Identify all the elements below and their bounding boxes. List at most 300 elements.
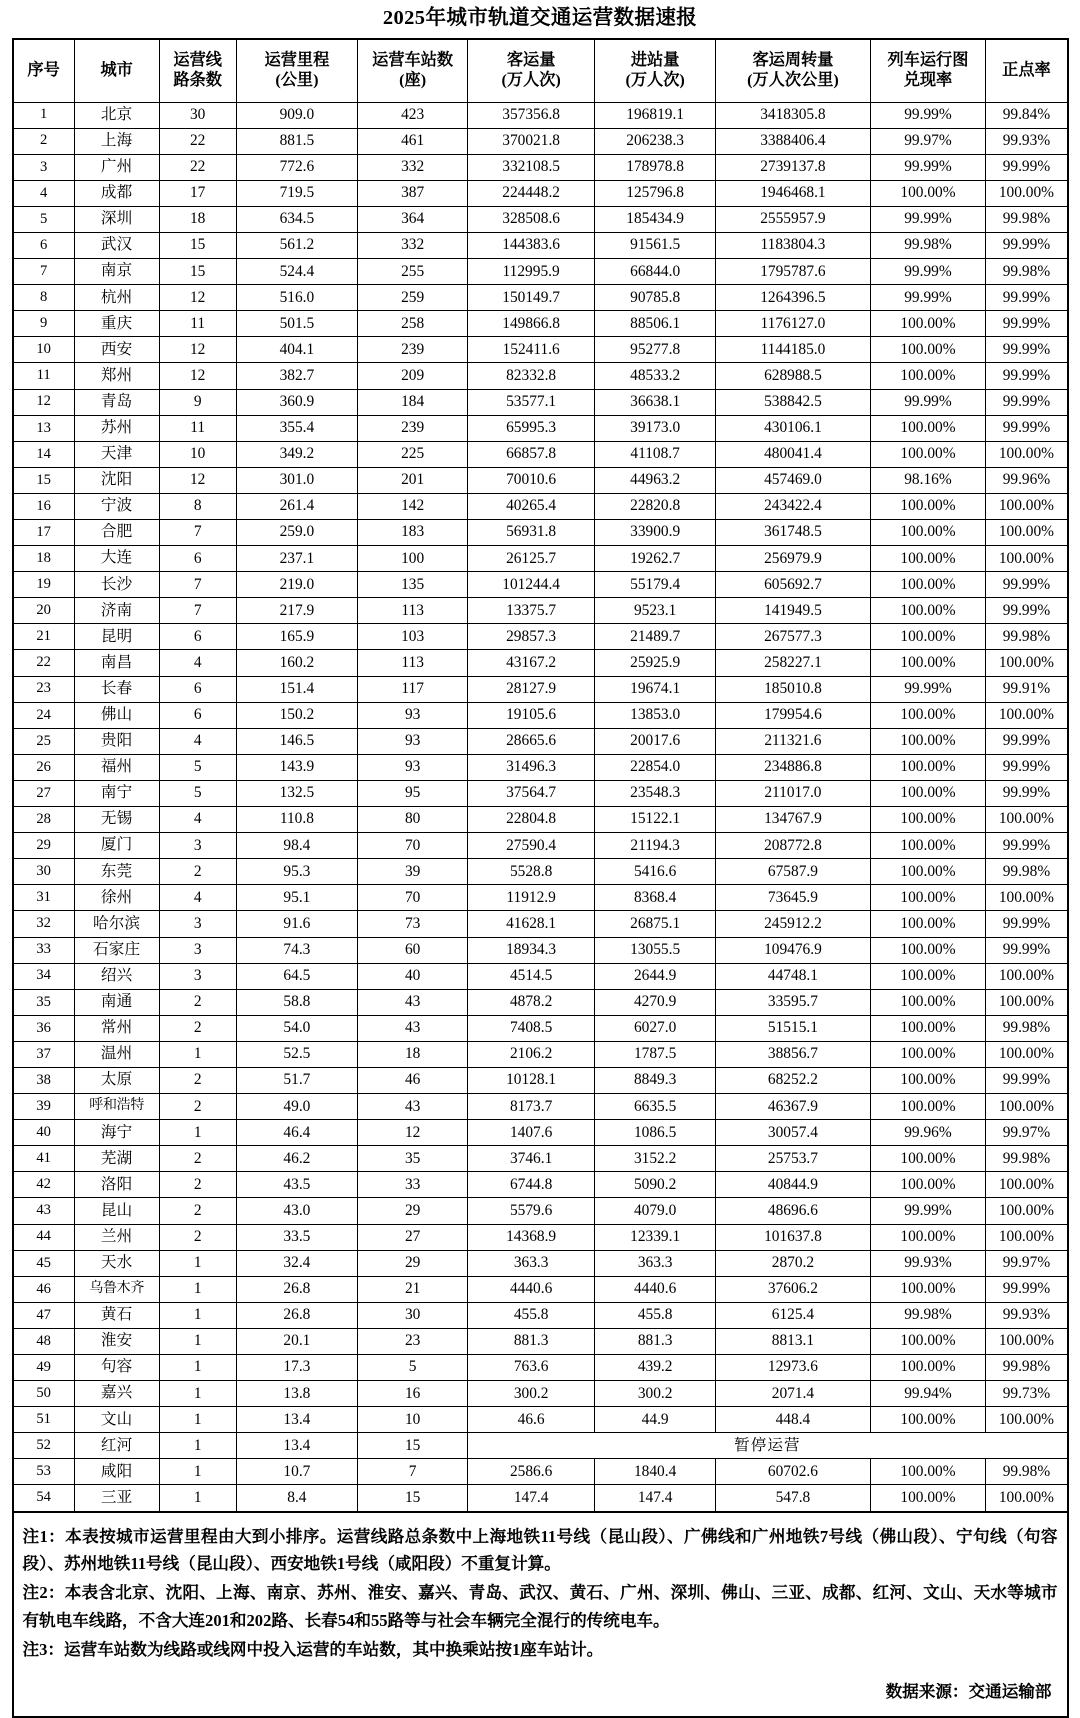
- cell-plan_rate: 100.00%: [870, 441, 986, 467]
- cell-entries: 22854.0: [595, 754, 716, 780]
- cell-passengers: 26125.7: [468, 546, 595, 572]
- column-header-line: 正点率: [1002, 60, 1051, 79]
- cell-stations: 43: [358, 989, 468, 1015]
- cell-stations: 15: [358, 1433, 468, 1459]
- cell-plan_rate: 100.00%: [870, 1407, 986, 1433]
- cell-entries: 41108.7: [595, 441, 716, 467]
- cell-city: 济南: [74, 598, 159, 624]
- table-header: [13, 39, 1068, 103]
- cell-plan_rate: 100.00%: [870, 963, 986, 989]
- cell-punctuality: 100.00%: [986, 1328, 1068, 1354]
- cell-city: 淮安: [74, 1328, 159, 1354]
- cell-entries: 1840.4: [595, 1459, 716, 1485]
- cell-passengers: 2586.6: [468, 1459, 595, 1485]
- column-header-line: 运营车站数: [372, 50, 454, 69]
- cell-passengers: 4440.6: [468, 1276, 595, 1302]
- cell-city: 苏州: [74, 415, 159, 441]
- cell-stations: 103: [358, 624, 468, 650]
- cell-idx: 42: [13, 1172, 75, 1198]
- cell-plan_rate: 99.94%: [870, 1381, 986, 1407]
- cell-stations: 12: [358, 1120, 468, 1146]
- cell-lines: 8: [159, 493, 236, 519]
- cell-stations: 255: [358, 259, 468, 285]
- cell-entries: 5090.2: [595, 1172, 716, 1198]
- cell-entries: 196819.1: [595, 102, 716, 128]
- cell-passengers: 5579.6: [468, 1198, 595, 1224]
- cell-city: 成都: [74, 180, 159, 206]
- column-header-4: [358, 39, 468, 103]
- table-row: [13, 885, 1068, 911]
- cell-passengers: 4878.2: [468, 989, 595, 1015]
- cell-turnover: 2739137.8: [716, 154, 870, 180]
- cell-km: 13.4: [236, 1407, 357, 1433]
- cell-passengers: 370021.8: [468, 128, 595, 154]
- cell-idx: 5: [13, 206, 75, 232]
- notes-section: [12, 1513, 1069, 1718]
- cell-passengers: 332108.5: [468, 154, 595, 180]
- table-row: [13, 128, 1068, 154]
- cell-entries: 3152.2: [595, 1146, 716, 1172]
- cell-lines: 15: [159, 232, 236, 258]
- cell-lines: 6: [159, 546, 236, 572]
- cell-turnover: 258227.1: [716, 650, 870, 676]
- table-row: [13, 206, 1068, 232]
- table-row: [13, 676, 1068, 702]
- cell-stations: 332: [358, 154, 468, 180]
- cell-turnover: 480041.4: [716, 441, 870, 467]
- cell-city: 红河: [74, 1433, 159, 1459]
- cell-suspended-notice: 暂停运营: [468, 1433, 1068, 1459]
- cell-turnover: 430106.1: [716, 415, 870, 441]
- cell-lines: 10: [159, 441, 236, 467]
- cell-punctuality: 99.84%: [986, 102, 1068, 128]
- cell-punctuality: 99.99%: [986, 780, 1068, 806]
- cell-city: 昆山: [74, 1198, 159, 1224]
- table-row: [13, 493, 1068, 519]
- cell-idx: 48: [13, 1328, 75, 1354]
- cell-passengers: 224448.2: [468, 180, 595, 206]
- cell-idx: 4: [13, 180, 75, 206]
- table-row: [13, 1355, 1068, 1381]
- cell-lines: 3: [159, 963, 236, 989]
- cell-stations: 258: [358, 311, 468, 337]
- table-row: [13, 1094, 1068, 1120]
- cell-entries: 4270.9: [595, 989, 716, 1015]
- cell-punctuality: 99.99%: [986, 911, 1068, 937]
- cell-passengers: 19105.6: [468, 702, 595, 728]
- cell-turnover: 211017.0: [716, 780, 870, 806]
- cell-city: 宁波: [74, 493, 159, 519]
- cell-plan_rate: 100.00%: [870, 1172, 986, 1198]
- cell-passengers: 66857.8: [468, 441, 595, 467]
- cell-km: 561.2: [236, 232, 357, 258]
- cell-entries: 8368.4: [595, 885, 716, 911]
- cell-idx: 16: [13, 493, 75, 519]
- cell-idx: 49: [13, 1355, 75, 1381]
- cell-punctuality: 99.99%: [986, 363, 1068, 389]
- cell-punctuality: 99.99%: [986, 311, 1068, 337]
- cell-lines: 2: [159, 1146, 236, 1172]
- cell-entries: 147.4: [595, 1485, 716, 1512]
- cell-city: 芜湖: [74, 1146, 159, 1172]
- cell-idx: 45: [13, 1250, 75, 1276]
- cell-lines: 1: [159, 1328, 236, 1354]
- cell-turnover: 211321.6: [716, 728, 870, 754]
- cell-stations: 184: [358, 389, 468, 415]
- cell-plan_rate: 99.99%: [870, 102, 986, 128]
- cell-plan_rate: 100.00%: [870, 337, 986, 363]
- cell-plan_rate: 100.00%: [870, 363, 986, 389]
- cell-plan_rate: 100.00%: [870, 885, 986, 911]
- cell-stations: 39: [358, 859, 468, 885]
- cell-passengers: 43167.2: [468, 650, 595, 676]
- cell-idx: 18: [13, 546, 75, 572]
- cell-entries: 439.2: [595, 1355, 716, 1381]
- cell-passengers: 147.4: [468, 1485, 595, 1512]
- cell-turnover: 6125.4: [716, 1302, 870, 1328]
- cell-punctuality: 100.00%: [986, 1041, 1068, 1067]
- cell-idx: 9: [13, 311, 75, 337]
- cell-idx: 44: [13, 1224, 75, 1250]
- table-row: [13, 1198, 1068, 1224]
- cell-city: 北京: [74, 102, 159, 128]
- cell-idx: 20: [13, 598, 75, 624]
- cell-idx: 23: [13, 676, 75, 702]
- cell-plan_rate: 100.00%: [870, 833, 986, 859]
- cell-stations: 95: [358, 780, 468, 806]
- cell-turnover: 245912.2: [716, 911, 870, 937]
- cell-punctuality: 99.97%: [986, 1250, 1068, 1276]
- cell-entries: 300.2: [595, 1381, 716, 1407]
- cell-plan_rate: 99.98%: [870, 232, 986, 258]
- cell-stations: 35: [358, 1146, 468, 1172]
- cell-turnover: 101637.8: [716, 1224, 870, 1250]
- cell-plan_rate: 100.00%: [870, 754, 986, 780]
- cell-punctuality: 100.00%: [986, 493, 1068, 519]
- column-header-line: 运营线: [173, 50, 222, 69]
- cell-entries: 48533.2: [595, 363, 716, 389]
- cell-turnover: 234886.8: [716, 754, 870, 780]
- cell-km: 46.2: [236, 1146, 357, 1172]
- cell-entries: 9523.1: [595, 598, 716, 624]
- cell-km: 51.7: [236, 1067, 357, 1093]
- cell-turnover: 1144185.0: [716, 337, 870, 363]
- cell-entries: 91561.5: [595, 232, 716, 258]
- cell-turnover: 134767.9: [716, 807, 870, 833]
- cell-city: 南京: [74, 259, 159, 285]
- cell-km: 143.9: [236, 754, 357, 780]
- cell-lines: 30: [159, 102, 236, 128]
- cell-stations: 113: [358, 650, 468, 676]
- cell-punctuality: 99.98%: [986, 1015, 1068, 1041]
- cell-plan_rate: 100.00%: [870, 493, 986, 519]
- cell-km: 909.0: [236, 102, 357, 128]
- cell-stations: 60: [358, 937, 468, 963]
- cell-city: 南通: [74, 989, 159, 1015]
- cell-passengers: 144383.6: [468, 232, 595, 258]
- cell-lines: 6: [159, 702, 236, 728]
- cell-passengers: 37564.7: [468, 780, 595, 806]
- cell-turnover: 256979.9: [716, 546, 870, 572]
- cell-city: 天水: [74, 1250, 159, 1276]
- cell-entries: 90785.8: [595, 285, 716, 311]
- cell-idx: 32: [13, 911, 75, 937]
- cell-km: 524.4: [236, 259, 357, 285]
- cell-city: 郑州: [74, 363, 159, 389]
- cell-plan_rate: 100.00%: [870, 1276, 986, 1302]
- cell-stations: 239: [358, 415, 468, 441]
- cell-passengers: 6744.8: [468, 1172, 595, 1198]
- cell-city: 咸阳: [74, 1459, 159, 1485]
- cell-punctuality: 99.98%: [986, 624, 1068, 650]
- cell-city: 广州: [74, 154, 159, 180]
- cell-city: 三亚: [74, 1485, 159, 1512]
- cell-city: 句容: [74, 1355, 159, 1381]
- table-row: [13, 572, 1068, 598]
- cell-plan_rate: 99.93%: [870, 1250, 986, 1276]
- cell-stations: 80: [358, 807, 468, 833]
- cell-stations: 18: [358, 1041, 468, 1067]
- cell-entries: 19674.1: [595, 676, 716, 702]
- cell-idx: 35: [13, 989, 75, 1015]
- table-row: [13, 1250, 1068, 1276]
- cell-entries: 33900.9: [595, 520, 716, 546]
- cell-plan_rate: 99.99%: [870, 259, 986, 285]
- cell-city: 石家庄: [74, 937, 159, 963]
- cell-city: 文山: [74, 1407, 159, 1433]
- cell-punctuality: 100.00%: [986, 546, 1068, 572]
- cell-entries: 206238.3: [595, 128, 716, 154]
- cell-turnover: 37606.2: [716, 1276, 870, 1302]
- cell-stations: 73: [358, 911, 468, 937]
- cell-idx: 19: [13, 572, 75, 598]
- cell-punctuality: 99.93%: [986, 1302, 1068, 1328]
- cell-city: 长春: [74, 676, 159, 702]
- cell-punctuality: 99.93%: [986, 128, 1068, 154]
- cell-stations: 209: [358, 363, 468, 389]
- cell-entries: 6027.0: [595, 1015, 716, 1041]
- cell-idx: 34: [13, 963, 75, 989]
- cell-km: 146.5: [236, 728, 357, 754]
- cell-km: 49.0: [236, 1094, 357, 1120]
- cell-lines: 2: [159, 1094, 236, 1120]
- cell-idx: 52: [13, 1433, 75, 1459]
- table-row: [13, 389, 1068, 415]
- cell-plan_rate: 100.00%: [870, 311, 986, 337]
- cell-plan_rate: 99.99%: [870, 676, 986, 702]
- cell-lines: 1: [159, 1407, 236, 1433]
- cell-idx: 8: [13, 285, 75, 311]
- cell-lines: 3: [159, 833, 236, 859]
- cell-plan_rate: 99.97%: [870, 128, 986, 154]
- cell-km: 43.0: [236, 1198, 357, 1224]
- cell-plan_rate: 99.98%: [870, 1302, 986, 1328]
- cell-city: 贵阳: [74, 728, 159, 754]
- column-header-line: 路条数: [173, 70, 222, 89]
- cell-lines: 1: [159, 1302, 236, 1328]
- cell-plan_rate: 100.00%: [870, 1094, 986, 1120]
- cell-plan_rate: 100.00%: [870, 859, 986, 885]
- cell-stations: 27: [358, 1224, 468, 1250]
- cell-punctuality: 100.00%: [986, 1094, 1068, 1120]
- cell-turnover: 141949.5: [716, 598, 870, 624]
- cell-lines: 2: [159, 1172, 236, 1198]
- cell-entries: 95277.8: [595, 337, 716, 363]
- cell-passengers: 7408.5: [468, 1015, 595, 1041]
- cell-lines: 4: [159, 728, 236, 754]
- cell-turnover: 448.4: [716, 1407, 870, 1433]
- cell-lines: 2: [159, 989, 236, 1015]
- cell-idx: 17: [13, 520, 75, 546]
- cell-stations: 43: [358, 1094, 468, 1120]
- cell-idx: 22: [13, 650, 75, 676]
- cell-passengers: 56931.8: [468, 520, 595, 546]
- cell-city: 嘉兴: [74, 1381, 159, 1407]
- cell-passengers: 300.2: [468, 1381, 595, 1407]
- cell-km: 32.4: [236, 1250, 357, 1276]
- table-row: [13, 859, 1068, 885]
- cell-punctuality: 99.98%: [986, 206, 1068, 232]
- cell-km: 95.3: [236, 859, 357, 885]
- cell-stations: 29: [358, 1250, 468, 1276]
- cell-lines: 1: [159, 1433, 236, 1459]
- cell-lines: 12: [159, 467, 236, 493]
- cell-idx: 30: [13, 859, 75, 885]
- cell-idx: 43: [13, 1198, 75, 1224]
- table-row: [13, 1146, 1068, 1172]
- cell-entries: 20017.6: [595, 728, 716, 754]
- cell-km: 43.5: [236, 1172, 357, 1198]
- cell-km: 132.5: [236, 780, 357, 806]
- cell-entries: 1086.5: [595, 1120, 716, 1146]
- cell-entries: 2644.9: [595, 963, 716, 989]
- cell-punctuality: 100.00%: [986, 650, 1068, 676]
- cell-km: 58.8: [236, 989, 357, 1015]
- cell-plan_rate: 100.00%: [870, 1485, 986, 1512]
- cell-plan_rate: 100.00%: [870, 650, 986, 676]
- table-row: [13, 180, 1068, 206]
- cell-punctuality: 99.98%: [986, 1459, 1068, 1485]
- table-row: [13, 285, 1068, 311]
- cell-lines: 1: [159, 1250, 236, 1276]
- cell-turnover: 1946468.1: [716, 180, 870, 206]
- cell-city: 杭州: [74, 285, 159, 311]
- cell-entries: 4440.6: [595, 1276, 716, 1302]
- cell-city: 大连: [74, 546, 159, 572]
- cell-km: 772.6: [236, 154, 357, 180]
- column-header-9: [986, 39, 1068, 103]
- cell-passengers: 455.8: [468, 1302, 595, 1328]
- cell-idx: 36: [13, 1015, 75, 1041]
- metro-operations-table: [12, 38, 1069, 1513]
- cell-idx: 14: [13, 441, 75, 467]
- cell-entries: 881.3: [595, 1328, 716, 1354]
- cell-lines: 12: [159, 285, 236, 311]
- table-body: [13, 102, 1068, 1512]
- cell-city: 海宁: [74, 1120, 159, 1146]
- cell-turnover: 605692.7: [716, 572, 870, 598]
- cell-punctuality: 100.00%: [986, 807, 1068, 833]
- cell-plan_rate: 100.00%: [870, 572, 986, 598]
- cell-km: 259.0: [236, 520, 357, 546]
- cell-punctuality: 99.99%: [986, 337, 1068, 363]
- cell-lines: 18: [159, 206, 236, 232]
- cell-stations: 201: [358, 467, 468, 493]
- cell-stations: 93: [358, 754, 468, 780]
- cell-lines: 1: [159, 1041, 236, 1067]
- cell-lines: 1: [159, 1120, 236, 1146]
- cell-city: 徐州: [74, 885, 159, 911]
- table-row: [13, 989, 1068, 1015]
- cell-passengers: 13375.7: [468, 598, 595, 624]
- cell-punctuality: 99.99%: [986, 598, 1068, 624]
- cell-stations: 225: [358, 441, 468, 467]
- table-row: [13, 232, 1068, 258]
- cell-passengers: 881.3: [468, 1328, 595, 1354]
- cell-punctuality: 99.99%: [986, 389, 1068, 415]
- cell-punctuality: 99.91%: [986, 676, 1068, 702]
- cell-turnover: 38856.7: [716, 1041, 870, 1067]
- cell-km: 355.4: [236, 415, 357, 441]
- cell-passengers: 101244.4: [468, 572, 595, 598]
- cell-km: 91.6: [236, 911, 357, 937]
- cell-lines: 7: [159, 598, 236, 624]
- cell-lines: 7: [159, 520, 236, 546]
- cell-punctuality: 99.73%: [986, 1381, 1068, 1407]
- cell-turnover: 25753.7: [716, 1146, 870, 1172]
- cell-passengers: 11912.9: [468, 885, 595, 911]
- cell-lines: 2: [159, 1015, 236, 1041]
- table-row: [13, 311, 1068, 337]
- table-row: [13, 598, 1068, 624]
- cell-plan_rate: 100.00%: [870, 937, 986, 963]
- cell-lines: 2: [159, 859, 236, 885]
- cell-km: 54.0: [236, 1015, 357, 1041]
- cell-plan_rate: 99.99%: [870, 154, 986, 180]
- cell-entries: 36638.1: [595, 389, 716, 415]
- cell-entries: 1787.5: [595, 1041, 716, 1067]
- cell-turnover: 1795787.6: [716, 259, 870, 285]
- table-row: [13, 441, 1068, 467]
- column-header-line: 客运周转量: [752, 50, 834, 69]
- cell-plan_rate: 100.00%: [870, 911, 986, 937]
- table-row: [13, 702, 1068, 728]
- cell-stations: 239: [358, 337, 468, 363]
- cell-punctuality: 100.00%: [986, 180, 1068, 206]
- cell-plan_rate: 100.00%: [870, 1146, 986, 1172]
- cell-turnover: 3388406.4: [716, 128, 870, 154]
- cell-km: 360.9: [236, 389, 357, 415]
- cell-passengers: 40265.4: [468, 493, 595, 519]
- cell-punctuality: 99.98%: [986, 1146, 1068, 1172]
- cell-plan_rate: 100.00%: [870, 520, 986, 546]
- table-row: [13, 728, 1068, 754]
- cell-idx: 28: [13, 807, 75, 833]
- column-header-line: 列车运行图: [887, 50, 969, 69]
- cell-lines: 6: [159, 624, 236, 650]
- cell-stations: 23: [358, 1328, 468, 1354]
- cell-punctuality: 100.00%: [986, 1224, 1068, 1250]
- cell-passengers: 53577.1: [468, 389, 595, 415]
- cell-km: 10.7: [236, 1459, 357, 1485]
- column-header-2: [159, 39, 236, 103]
- cell-km: 719.5: [236, 180, 357, 206]
- cell-stations: 332: [358, 232, 468, 258]
- cell-city: 青岛: [74, 389, 159, 415]
- cell-punctuality: 99.99%: [986, 833, 1068, 859]
- cell-lines: 5: [159, 754, 236, 780]
- cell-city: 昆明: [74, 624, 159, 650]
